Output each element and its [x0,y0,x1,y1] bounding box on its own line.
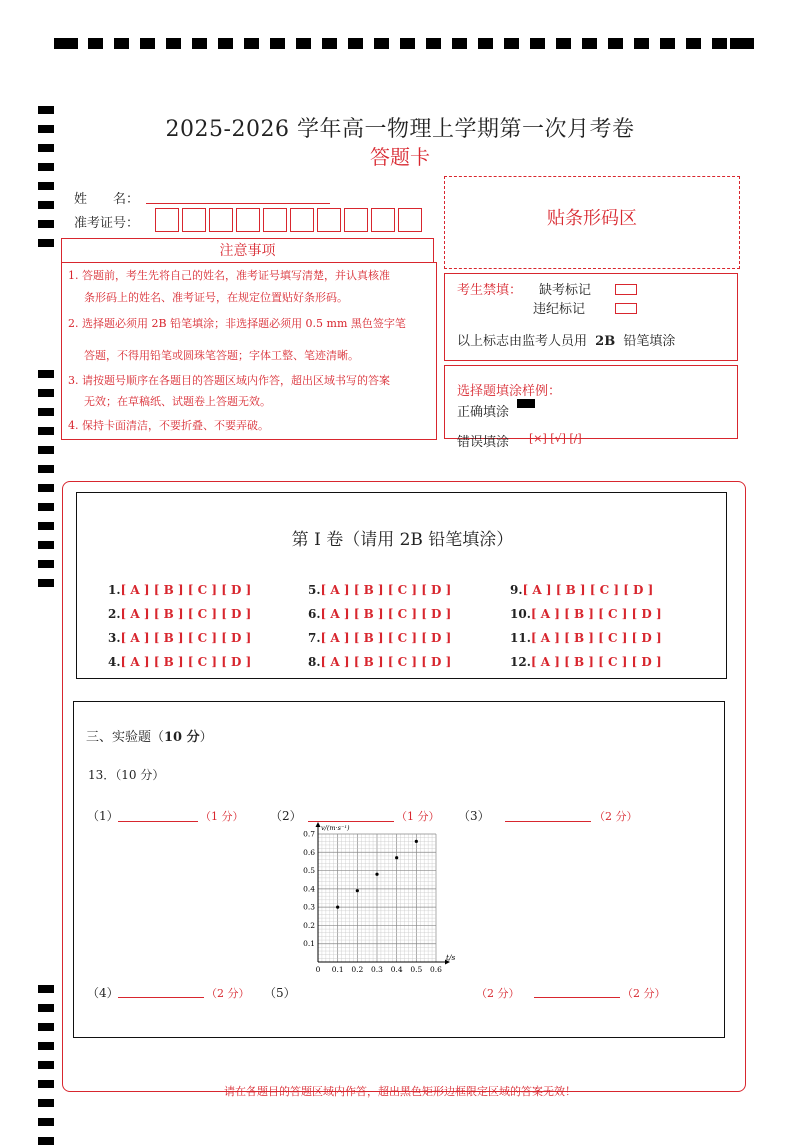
wrong-fill-label: 错误填涂 [457,435,510,450]
choice-question[interactable] [510,583,653,597]
question-number: 3. [108,631,121,645]
blank-1-line[interactable] [118,821,198,822]
notice-line: 2. 选择题必须用 2B 铅笔填涂；非选择题必须用 0.5 mm 黑色签字笔 [68,317,406,330]
notice-line: 1. 答题前，考生先将自己的姓名，准考证号填写清楚，并认真核准 [68,269,390,282]
choice-question[interactable] [108,631,251,645]
question-number: 12. [510,655,531,669]
x-tick-label: 0.5 [410,965,423,974]
x-tick-label: 0.1 [331,965,344,974]
choice-options[interactable]: [ A ] [ B ] [ C ] [ D ] [530,631,662,645]
barcode-area: 贴条形码区 [444,176,740,269]
id-digit-box[interactable] [317,208,341,232]
y-tick-label: 0.4 [303,884,315,894]
id-digit-box[interactable] [344,208,368,232]
id-digit-box[interactable] [263,208,287,232]
blank-5b-pts: （2 分） [622,987,666,1000]
blank-4-pts: （2 分） [206,987,250,1000]
notice-heading: 注意事项 [61,238,434,263]
choice-question[interactable] [308,607,451,621]
part1-title: 第 I 卷（请用 2B 铅笔填涂） [291,530,514,550]
x-axis-label: t/s [446,953,456,962]
question-number: 5. [308,583,321,597]
blank-3-line[interactable] [505,821,591,822]
notice-line: 条形码上的姓名、准考证号，在规定位置贴好条形码。 [84,291,348,304]
choice-question[interactable] [108,583,251,597]
velocity-time-graph[interactable] [296,820,462,982]
blank-2-num: （2） [270,809,302,823]
data-point [395,856,398,859]
top-timing-marks [54,38,754,52]
choice-options[interactable]: [ A ] [ B ] [ C ] [ D ] [530,607,662,621]
choice-question[interactable] [108,607,251,621]
choice-options[interactable]: [ A ] [ B ] [ C ] [ D ] [320,583,452,597]
y-axis-arrow [316,822,321,827]
correct-fill-mark [517,399,535,408]
ban-label: 考生禁填： [457,283,523,298]
id-digit-box[interactable] [182,208,206,232]
blank-1-pts: （1 分） [200,810,244,823]
choice-options[interactable]: [ A ] [ B ] [ C ] [ D ] [120,631,252,645]
choice-question[interactable] [308,631,451,645]
x-tick-label: 0 [315,965,321,974]
y-tick-label: 0.5 [303,866,315,876]
choice-question[interactable] [510,631,662,645]
choice-options[interactable]: [ A ] [ B ] [ C ] [ D ] [120,583,252,597]
part3-title: 三、实验题（10 分） [86,730,213,745]
wrong-fill-marks: [×] [√] [/] [529,432,582,445]
choice-options[interactable]: [ A ] [ B ] [ C ] [ D ] [530,655,662,669]
choice-options[interactable]: [ A ] [ B ] [ C ] [ D ] [320,631,452,645]
id-digit-box[interactable] [290,208,314,232]
choice-question[interactable] [308,583,451,597]
ban-note: 以上标志由监考人员用 2B 铅笔填涂 [457,334,676,349]
choice-question[interactable] [108,655,251,669]
blank-3-num: （3） [458,809,490,823]
choice-options[interactable]: [ A ] [ B ] [ C ] [ D ] [320,607,452,621]
question-number: 8. [308,655,321,669]
name-field[interactable] [146,203,330,204]
name-label: 姓 名： [74,192,140,207]
blank-4-line[interactable] [118,997,204,998]
fill-sample-box [444,365,738,450]
question-number: 7. [308,631,321,645]
x-tick-label: 0.4 [390,965,403,974]
blank-5-num: （5） [264,986,296,1000]
notice-body [61,262,437,440]
data-point [375,873,378,876]
blank-5a-pts: （2 分） [476,987,520,1000]
x-tick-label: 0.3 [371,965,383,974]
choice-options[interactable]: [ A ] [ B ] [ C ] [ D ] [120,655,252,669]
question-number: 9. [510,583,523,597]
id-number-boxes[interactable] [155,208,425,232]
data-point [415,840,418,843]
page-title: 2025-2026 学年高一物理上学期第一次月考卷 [165,117,635,142]
y-tick-label: 0.3 [303,902,315,912]
y-tick-label: 0.2 [303,920,315,930]
examiner-only-box [444,273,738,361]
correct-fill-label: 正确填涂 [457,405,510,420]
q13-label: 13．（10 分） [88,768,165,782]
data-point [336,906,339,909]
id-digit-box[interactable] [209,208,233,232]
question-number: 10. [510,607,531,621]
id-label: 准考证号： [74,216,140,231]
question-number: 2. [108,607,121,621]
violation-label: 违纪标记 [533,302,586,317]
question-number: 6. [308,607,321,621]
notice-line: 4. 保持卡面清洁，不要折叠、不要弄破。 [68,419,269,432]
question-number: 11. [510,631,531,645]
violation-mark-box[interactable] [615,303,637,314]
id-digit-box[interactable] [371,208,395,232]
id-digit-box[interactable] [155,208,179,232]
blank-4-num: （4） [87,986,119,1000]
absent-label: 缺考标记 [539,283,592,298]
y-tick-label: 0.6 [303,847,315,857]
y-axis-label: v/(m·s⁻¹) [321,824,350,832]
choice-options[interactable]: [ A ] [ B ] [ C ] [ D ] [320,655,452,669]
absent-mark-box[interactable] [615,284,637,295]
footer-warning: 请在各题目的答题区域内作答，超出黑色矩形边框限定区域的答案无效！ [224,1085,576,1098]
x-tick-label: 0.6 [430,965,442,974]
notice-line: 答题，不得用铅笔或圆珠笔答题；字体工整、笔迹清晰。 [84,349,359,362]
x-tick-label: 0.2 [351,965,364,974]
y-tick-label: 0.7 [303,829,315,839]
y-tick-label: 0.1 [303,939,315,949]
id-digit-box[interactable] [398,208,422,232]
choice-question[interactable] [308,655,451,669]
choice-options[interactable]: [ A ] [ B ] [ C ] [ D ] [120,607,252,621]
choice-options[interactable]: [ A ] [ B ] [ C ] [ D ] [522,583,654,597]
question-number: 1. [108,583,121,597]
blank-3-pts: （2 分） [594,810,638,823]
blank-2-pts: （1 分） [396,810,440,823]
data-point [356,889,359,892]
blank-5b-line[interactable] [534,997,620,998]
choice-question[interactable] [510,655,662,669]
notice-line: 3. 请按题号顺序在各题目的答题区域内作答，超出区域书写的答案 [68,374,390,387]
question-number: 4. [108,655,121,669]
page-subtitle: 答题卡 [370,145,430,169]
sample-title: 选择题填涂样例： [457,384,562,399]
choice-question[interactable] [510,607,662,621]
notice-line: 无效；在草稿纸、试题卷上答题无效。 [84,395,271,408]
blank-1-num: （1） [87,809,119,823]
id-digit-box[interactable] [236,208,260,232]
